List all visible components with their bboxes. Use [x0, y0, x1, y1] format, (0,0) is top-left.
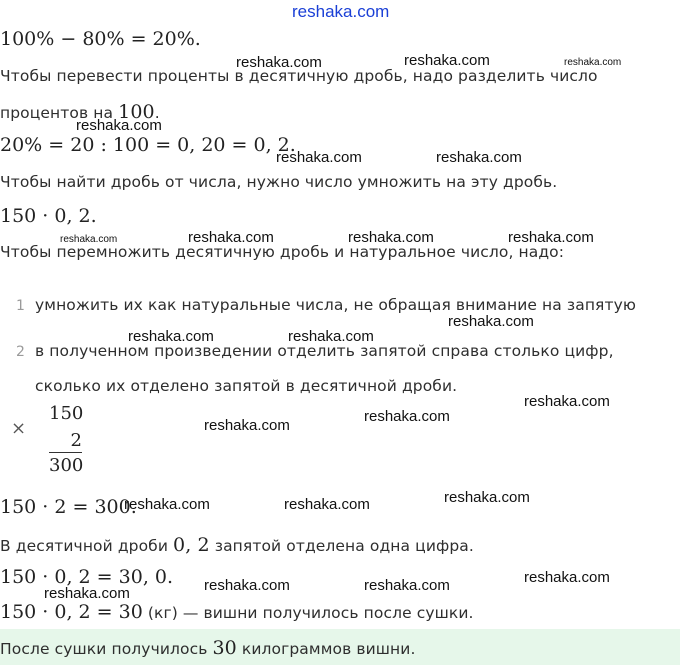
step-text: умножить их как натуральные числа, не обращая внимание на запятую: [35, 296, 637, 314]
watermark: reshaka.com: [524, 569, 610, 586]
watermark: reshaka.com: [76, 117, 162, 134]
watermark: reshaka.com: [564, 57, 622, 68]
watermark: reshaka.com: [524, 393, 610, 410]
watermark: reshaka.com: [448, 313, 534, 330]
text-part: килограммов вишни.: [236, 640, 416, 658]
text-fraction-of-number-rule: Чтобы найти дробь от числа, нужно число умножить на эту дробь.: [0, 173, 558, 191]
watermark-top: reshaka.com: [292, 2, 390, 21]
watermark: reshaka.com: [276, 149, 362, 166]
watermark: reshaka.com: [364, 577, 450, 594]
multiply-sign: ×: [11, 418, 27, 439]
text-part: В десятичной дроби: [0, 537, 174, 555]
step-text-cont: сколько их отделено запятой в десятичной дроби.: [35, 377, 458, 395]
watermark: reshaka.com: [508, 229, 594, 246]
text-part: запятой отделена одна цифра.: [209, 537, 474, 555]
equation-decimal-product: 150 · 0, 2 = 30, 0.: [0, 566, 174, 588]
watermark: reshaka.com: [444, 489, 530, 506]
text-part: После сушки получилось: [0, 640, 213, 658]
equation-final-text: (кг) — вишни получилось после сушки.: [142, 604, 474, 622]
equation-final-mass: [0, 601, 474, 623]
answer-text: [0, 637, 415, 659]
watermark: reshaka.com: [44, 585, 130, 602]
step-number: 2: [16, 344, 25, 360]
text-convert-percent-rule: Чтобы перевести проценты в десятичную дробь, надо разделить число: [0, 67, 598, 85]
watermark: reshaka.com: [188, 229, 274, 246]
equation-percent-difference: 100% − 80% = 20%.: [0, 28, 201, 50]
column-bottom-number: 2: [49, 430, 82, 453]
watermark: reshaka.com: [124, 496, 210, 513]
watermark: reshaka.com: [404, 52, 490, 69]
watermark: reshaka.com: [236, 54, 322, 71]
equation-final-math: 150 · 0, 2 = 30: [0, 601, 143, 623]
equation-natural-product: 150 · 2 = 300.: [0, 496, 137, 518]
step-text: в полученном произведении отделить запятой справа столько цифр,: [35, 342, 614, 360]
watermark: reshaka.com: [60, 234, 118, 245]
equation-percent-to-decimal: 20% = 20 : 100 = 0, 20 = 0, 2.: [0, 134, 296, 156]
text-part: процентов на: [0, 104, 119, 122]
column-result: 300: [49, 455, 84, 476]
watermark: reshaka.com: [364, 408, 450, 425]
step-number: 1: [16, 298, 25, 314]
column-top-number: 150: [49, 403, 84, 424]
watermark: reshaka.com: [204, 577, 290, 594]
number-decimal: 0, 2: [173, 534, 210, 556]
text-multiply-rule: Чтобы перемножить десятичную дробь и натуральное число, надо:: [0, 243, 565, 261]
text-decimal-digits: [0, 534, 474, 556]
watermark: reshaka.com: [204, 417, 290, 434]
equation-product-setup: 150 · 0, 2.: [0, 205, 97, 227]
number-100: 100: [118, 101, 155, 123]
answer-number: 30: [212, 637, 237, 659]
watermark: reshaka.com: [128, 328, 214, 345]
watermark: reshaka.com: [436, 149, 522, 166]
watermark: reshaka.com: [284, 496, 370, 513]
text-part: .: [154, 104, 160, 122]
watermark: reshaka.com: [348, 229, 434, 246]
watermark: reshaka.com: [288, 328, 374, 345]
